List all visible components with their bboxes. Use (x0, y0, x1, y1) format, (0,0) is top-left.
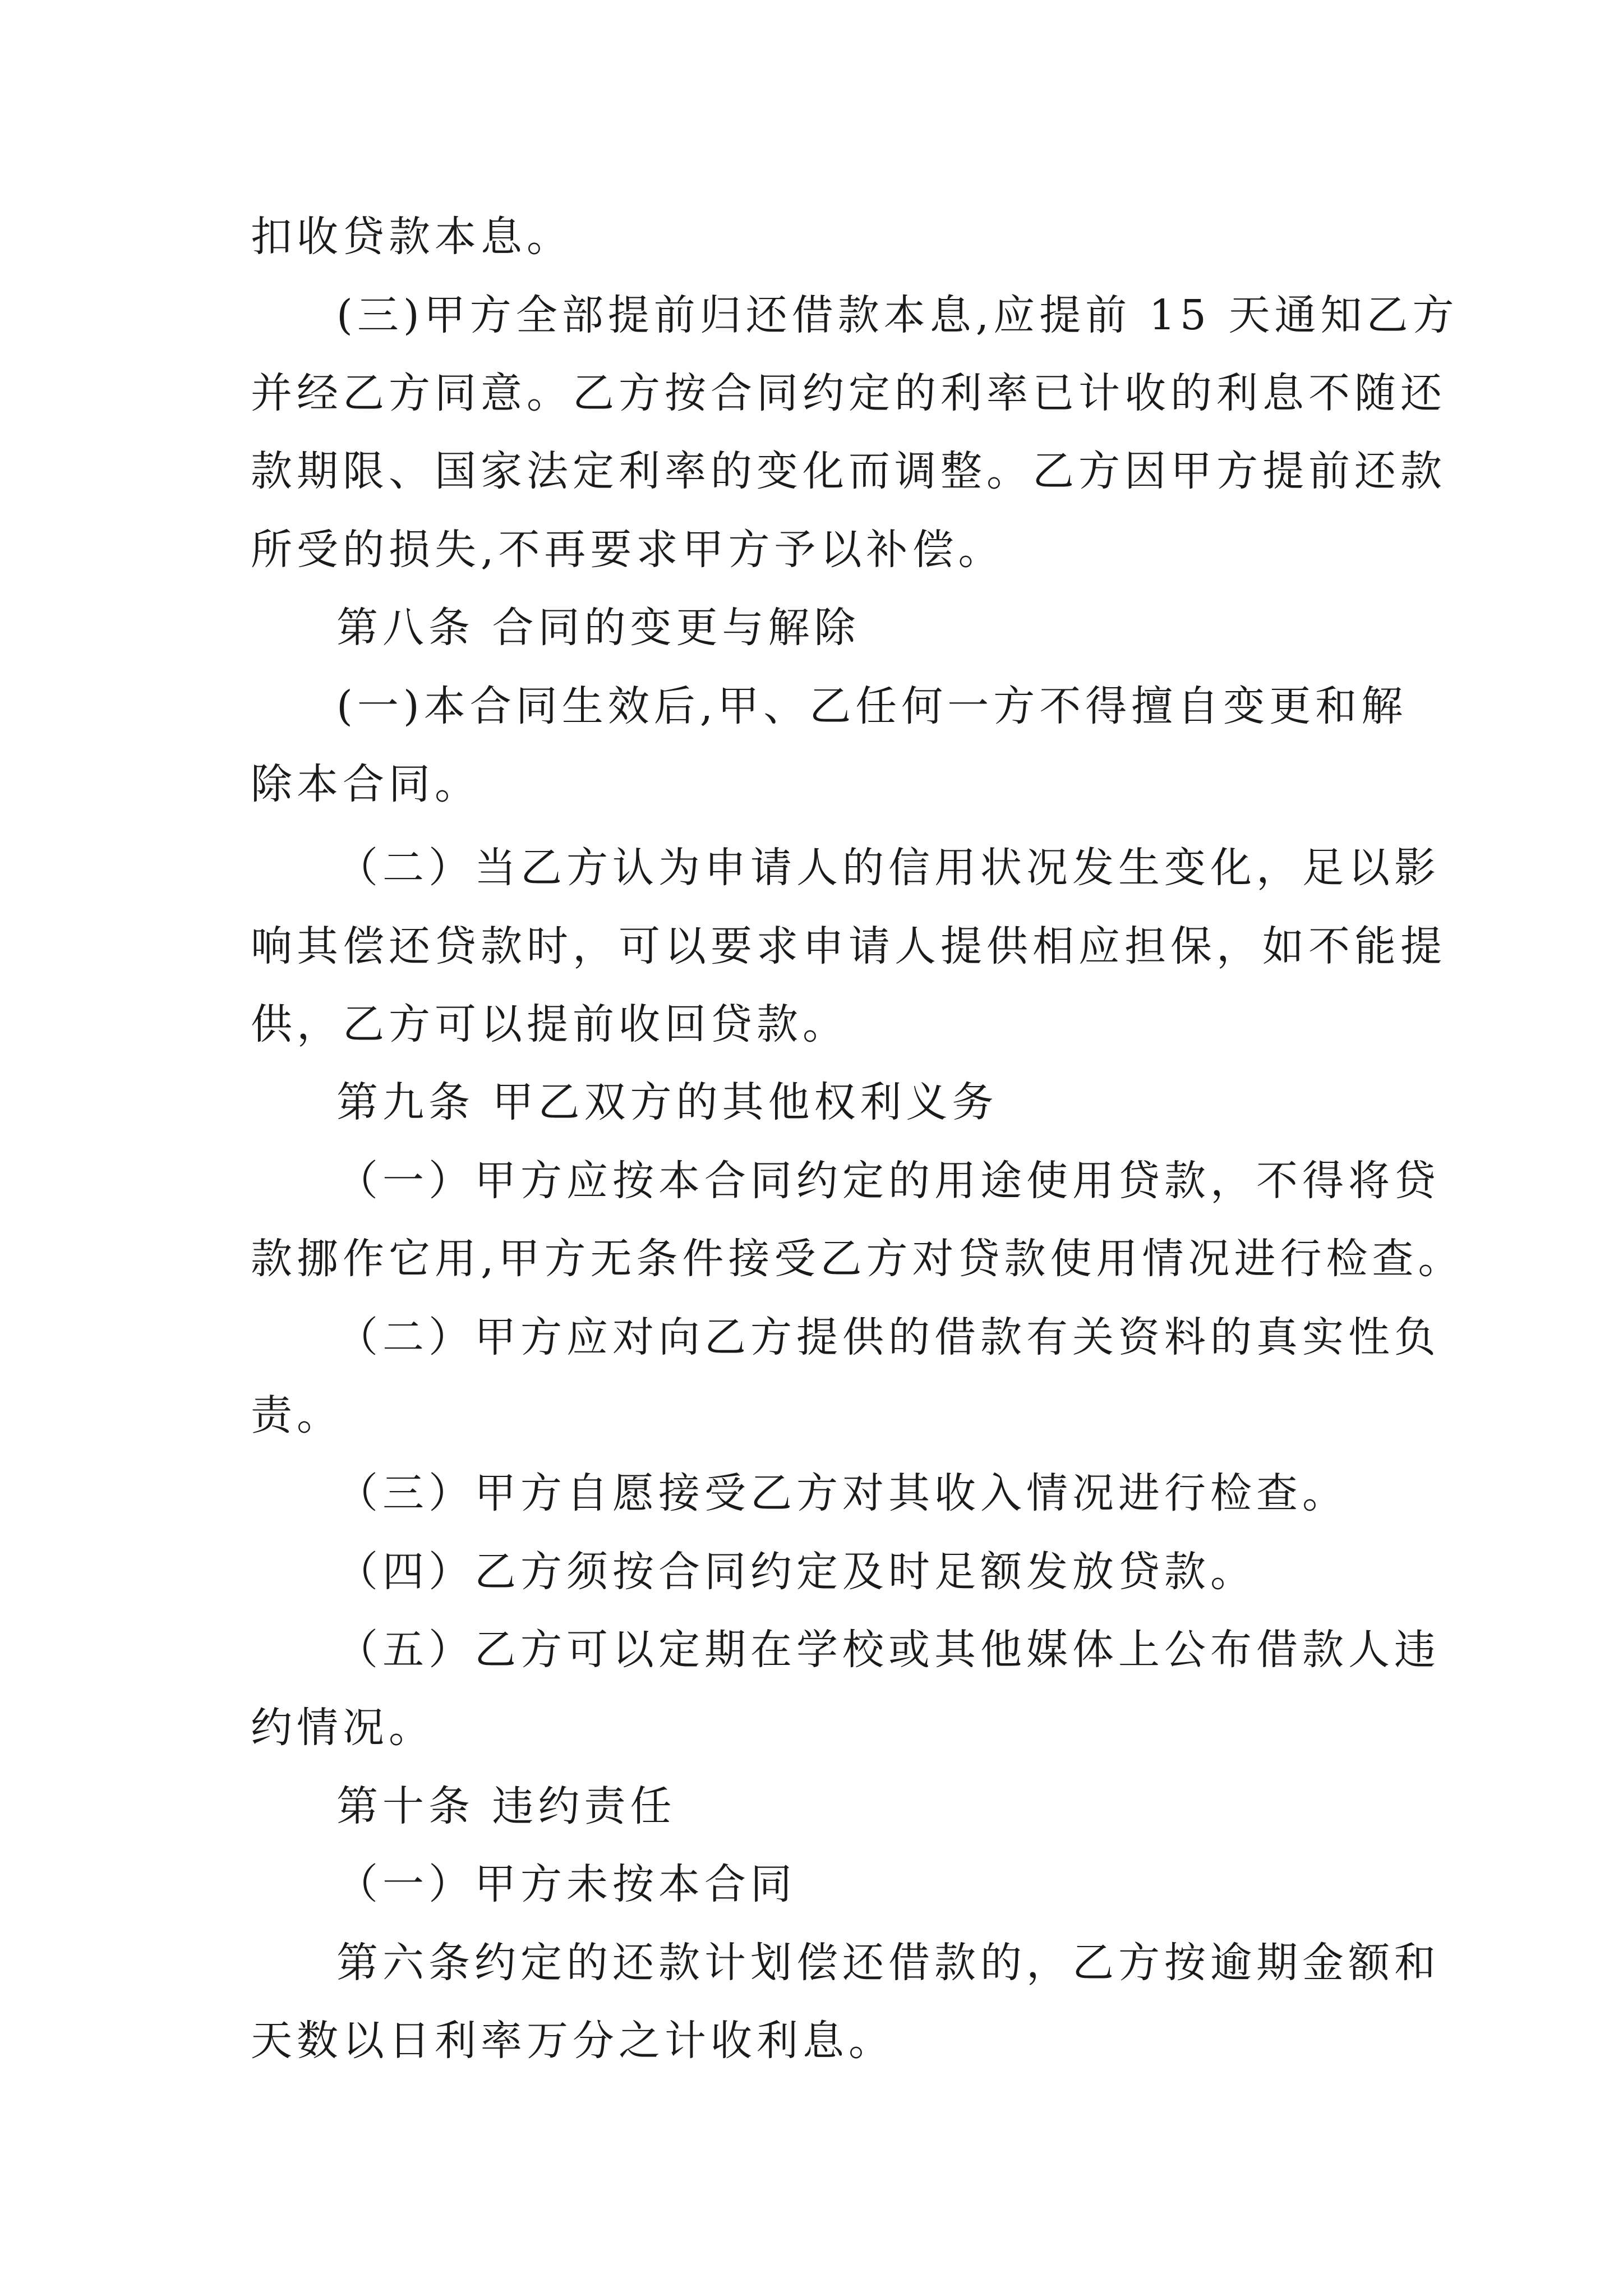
paragraph-line: （二）甲方应对向乙方提供的借款有关资料的真实性负 (336, 1313, 1440, 1361)
paragraph-line: (一)本合同生效后,甲、乙任何一方不得擅自变更和解 (336, 682, 1408, 730)
paragraph-line: （二）当乙方认为申请人的信用状况发生变化，足以影 (336, 844, 1440, 892)
paragraph-line: （一）甲方未按本合同 (336, 1860, 796, 1908)
paragraph-line: 款期限、国家法定利率的变化而调整。乙方因甲方提前还款 (251, 447, 1446, 495)
paragraph-line: 除本合同。 (251, 760, 481, 808)
section-heading: 第九条 甲乙双方的其他权利义务 (336, 1078, 998, 1126)
paragraph-line: 供，乙方可以提前收回贷款。 (251, 1000, 849, 1048)
paragraph-line: 所受的损失,不再要求甲方予以补偿。 (251, 526, 1004, 574)
paragraph-line: 天数以日利率万分之计收利息。 (251, 2017, 895, 2065)
paragraph-line: 并经乙方同意。乙方按合同约定的利率已计收的利息不随还 (251, 369, 1446, 417)
paragraph-line: 响其偿还贷款时，可以要求申请人提供相应担保，如不能提 (251, 922, 1446, 970)
paragraph-line: (三)甲方全部提前归还借款本息,应提前 15 天通知乙方 (336, 291, 1459, 339)
section-heading: 第十条 违约责任 (336, 1782, 676, 1830)
paragraph-line: （五）乙方可以定期在学校或其他媒体上公布借款人违 (336, 1626, 1440, 1674)
paragraph-line: 第六条约定的还款计划偿还借款的，乙方按逾期金额和 (336, 1939, 1440, 1987)
paragraph-line: （一）甲方应按本合同约定的用途使用贷款，不得将贷 (336, 1157, 1440, 1205)
paragraph-line: 扣收贷款本息。 (251, 213, 573, 261)
paragraph-line: （三）甲方自愿接受乙方对其收入情况进行检查。 (336, 1469, 1348, 1517)
section-heading: 第八条 合同的变更与解除 (336, 604, 860, 652)
paragraph-line: 约情况。 (251, 1704, 435, 1752)
paragraph-line: （四）乙方须按合同约定及时足额发放贷款。 (336, 1548, 1256, 1596)
paragraph-line: 款挪作它用,甲方无条件接受乙方对贷款使用情况进行检查。 (251, 1235, 1464, 1283)
paragraph-line: 责。 (251, 1391, 343, 1439)
